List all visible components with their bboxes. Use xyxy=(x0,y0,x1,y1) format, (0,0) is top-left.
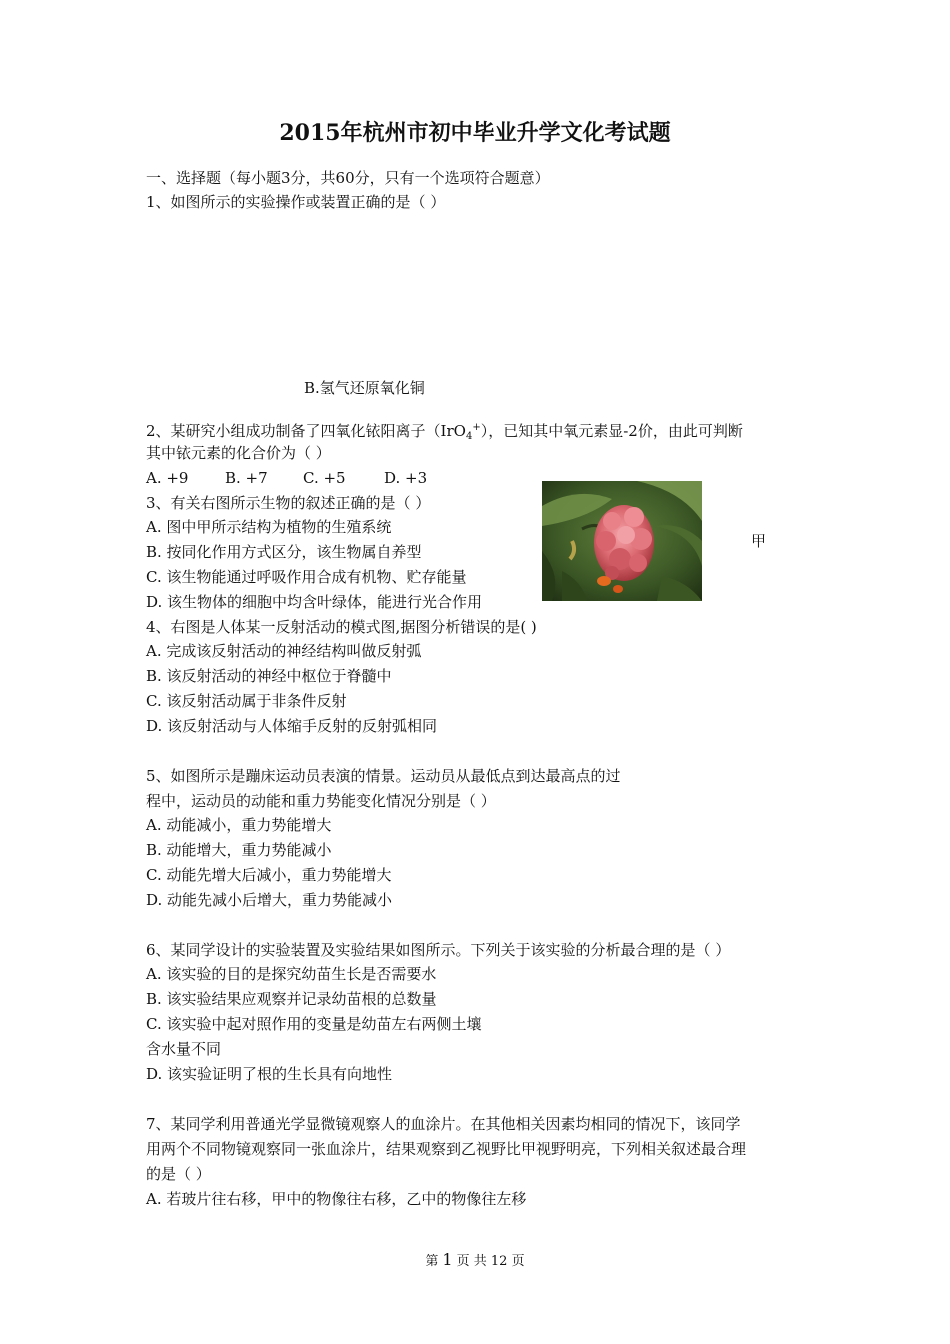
q3-label-jia: 甲 xyxy=(751,532,767,550)
page-title: 2015年杭州市初中毕业升学文化考试题 xyxy=(279,120,671,146)
q4-option-c: C. 该反射活动属于非条件反射 xyxy=(146,692,347,710)
q2-superscript: + xyxy=(472,422,481,433)
q6-option-d: D. 该实验证明了根的生长具有向地性 xyxy=(146,1065,393,1083)
q5-option-c: C. 动能先增大后减小，重力势能增大 xyxy=(146,866,392,884)
q3-stem: 3、有关右图所示生物的叙述正确的是（ ） xyxy=(146,494,431,512)
q7-stem-line2: 用两个不同物镜观察同一张血涂片，结果观察到乙视野比甲视野明亮，下列相关叙述最合理 xyxy=(146,1140,747,1158)
q6-option-c-continued: 含水量不同 xyxy=(146,1040,222,1058)
q3-option-d: D. 该生物体的细胞中均含叶绿体，能进行光合作用 xyxy=(146,593,483,611)
q3-option-b: B. 按同化作用方式区分，该生物属自养型 xyxy=(146,543,422,561)
q4-option-a: A. 完成该反射活动的神经结构叫做反射弧 xyxy=(146,642,422,660)
section-heading: 一、选择题（每小题3分，共60分，只有一个选项符合题意） xyxy=(146,169,550,187)
q3-option-c: C. 该生物能通过呼吸作用合成有机物、贮存能量 xyxy=(146,568,467,586)
q5-stem-line2: 程中，运动员的动能和重力势能变化情况分别是（ ） xyxy=(146,792,496,810)
q2-stem-line2: 其中铱元素的化合价为（ ） xyxy=(146,444,331,462)
q1-caption-b: B.氢气还原氧化铜 xyxy=(304,379,425,397)
q2-stem-part-b: ），已知其中氧元素显-2价，由此可判断 xyxy=(480,422,743,440)
page-footer xyxy=(0,1251,950,1271)
q6-stem: 6、某同学设计的实验装置及实验结果如图所示。下列关于该实验的分析最合理的是（ ） xyxy=(146,941,731,959)
q4-option-b: B. 该反射活动的神经中枢位于脊髓中 xyxy=(146,667,392,685)
q5-option-a: A. 动能减小，重力势能增大 xyxy=(146,816,332,834)
fungus-photo xyxy=(542,481,702,601)
footer-page-number: 1 xyxy=(442,1250,453,1269)
q4-option-d: D. 该反射活动与人体缩手反射的反射弧相同 xyxy=(146,717,438,735)
q6-option-a: A. 该实验的目的是探究幼苗生长是否需要水 xyxy=(146,965,437,983)
q2-option-d: D. +3 xyxy=(384,469,428,487)
q2-option-b: B. +7 xyxy=(225,469,268,487)
footer-suffix: 页 xyxy=(511,1254,525,1269)
q2-options xyxy=(146,468,427,488)
q4-stem: 4、右图是人体某一反射活动的模式图,据图分析错误的是( ) xyxy=(146,618,537,636)
q2-option-a: A. +9 xyxy=(146,469,189,487)
footer-total-pages: 12 xyxy=(490,1254,508,1269)
q3-option-a: A. 图中甲所示结构为植物的生殖系统 xyxy=(146,518,392,536)
q7-option-a: A. 若玻片往右移，甲中的物像往右移，乙中的物像往左移 xyxy=(146,1190,527,1208)
q6-option-b: B. 该实验结果应观察并记录幼苗根的总数量 xyxy=(146,990,437,1008)
q7-stem-line3: 的是（ ） xyxy=(146,1165,211,1183)
q2-stem-part-a: 2、某研究小组成功制备了四氧化铱阳离子（IrO xyxy=(146,422,466,440)
q5-option-d: D. 动能先减小后增大，重力势能减小 xyxy=(146,891,393,909)
q5-stem-line1: 5、如图所示是蹦床运动员表演的情景。运动员从最低点到达最高点的过 xyxy=(146,767,621,785)
footer-prefix: 第 xyxy=(425,1254,439,1269)
q7-stem-line1: 7、某同学利用普通光学显微镜观察人的血涂片。在其他相关因素均相同的情况下，该同学 xyxy=(146,1115,741,1133)
q5-option-b: B. 动能增大，重力势能减小 xyxy=(146,841,332,859)
q2-option-c: C. +5 xyxy=(303,469,346,487)
q1-stem: 1、如图所示的实验操作或装置正确的是（ ） xyxy=(146,193,446,211)
q6-option-c: C. 该实验中起对照作用的变量是幼苗左右两侧土壤 xyxy=(146,1015,482,1033)
fungus-photo-graphic xyxy=(542,481,702,601)
footer-mid: 页 共 xyxy=(456,1254,487,1269)
q2-subscript: 4 xyxy=(465,431,473,442)
